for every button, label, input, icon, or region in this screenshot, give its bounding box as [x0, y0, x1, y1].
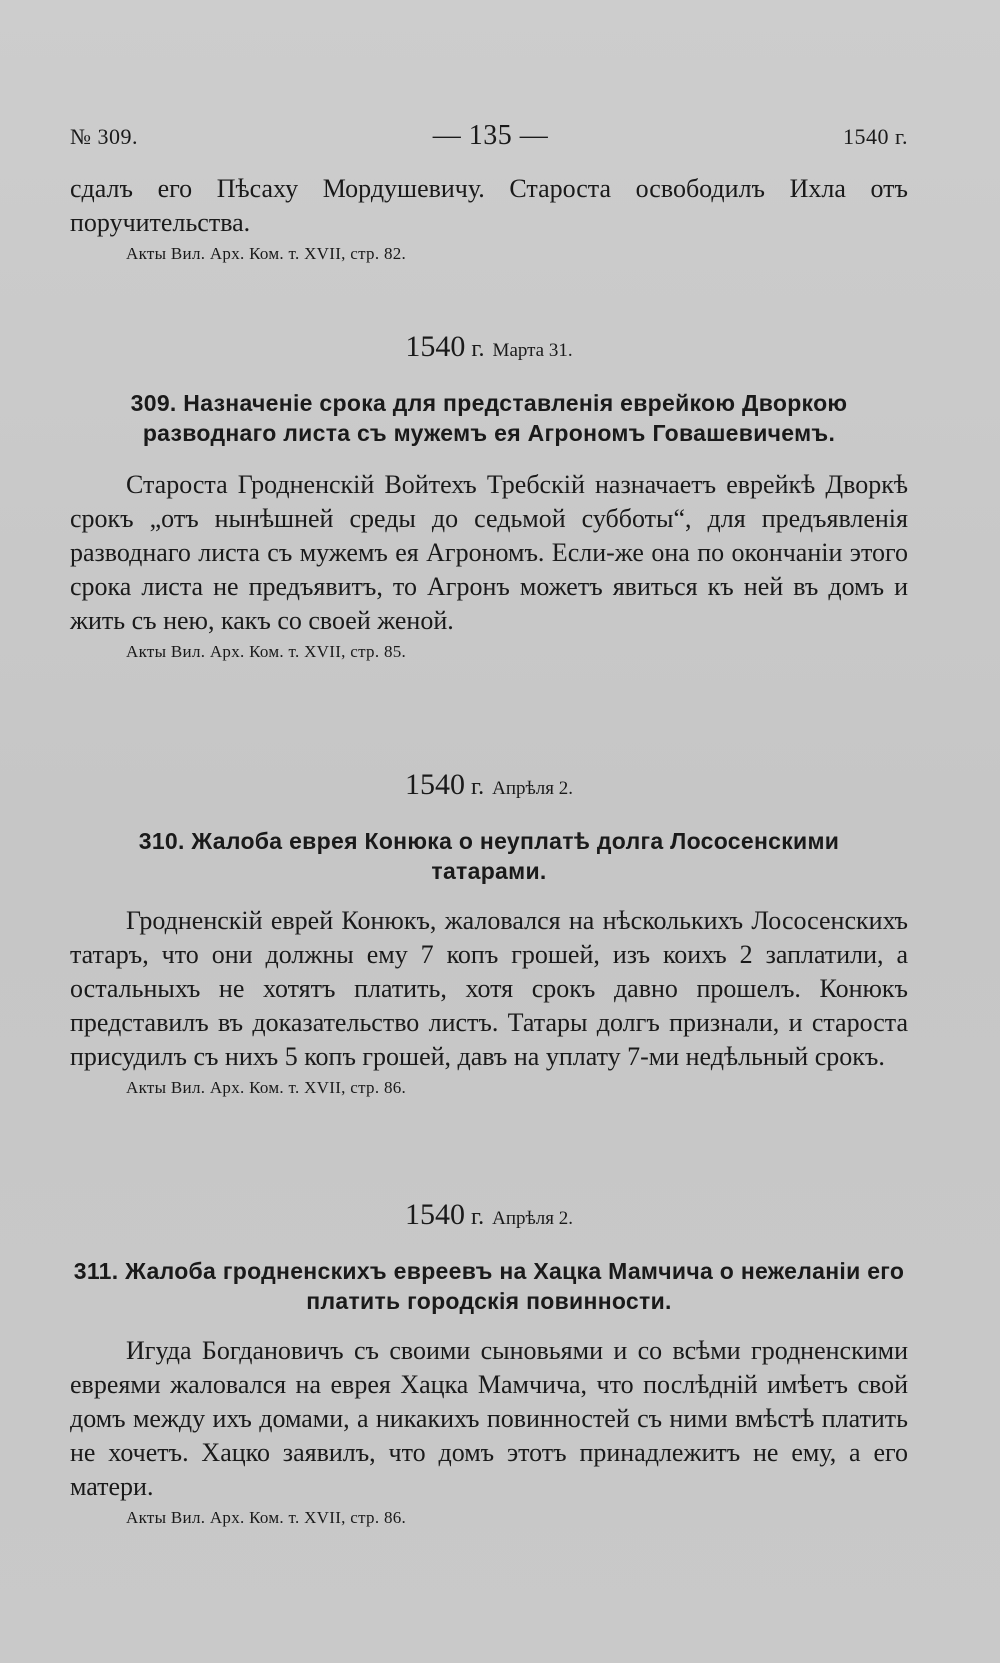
entry-body: Гродненскій еврей Конюкъ, жаловался на нѣсколькихъ Лососенскихъ татаръ, что они должны ему 7 копъ грошей, изъ коихъ 2 заплатили, а остальныхъ не хотятъ платить, хотя срокъ давно прошелъ. Конюкъ представилъ въ доказательство листъ. Татары долгъ признали, и староста присудилъ съ нихъ 5 копъ грошей, давъ на уплату 7-ми недѣльный срокъ. [70, 906, 908, 1071]
date-g: г. [470, 1204, 485, 1230]
page-header [70, 120, 908, 152]
entry-date [70, 330, 908, 364]
entry-311 [70, 1198, 908, 1528]
date-day: Апрѣля 2. [492, 778, 574, 799]
entry-source: Акты Вил. Арх. Ком. т. XVII, стр. 85. [126, 642, 407, 661]
page-number: — 135 — [432, 120, 549, 151]
entry-309 [70, 330, 908, 662]
entry-body: Староста Гродненскій Войтехъ Требскій назначаетъ еврейкѣ Дворкѣ срокъ „отъ нынѣшней среды до седьмой субботы“, для предъявленія разводнаго листа съ мужемъ ея Агрономъ. Если-же она по окончаніи этого срока листа не предъявитъ, то Агронъ можетъ явиться къ ней въ домъ и жить съ нею, какъ со своей женой. [70, 470, 908, 635]
date-year: 1540 [404, 1198, 465, 1231]
date-year: 1540 [405, 330, 466, 363]
date-day: Марта 31. [492, 340, 573, 361]
date-day: Апрѣля 2. [492, 1208, 574, 1229]
intro-source: Акты Вил. Арх. Ком. т. XVII, стр. 82. [126, 244, 407, 263]
intro-text: сдалъ его Пѣсаху Мордушевичу. Староста освободилъ Ихла отъ поручительства. [70, 174, 908, 237]
date-year: 1540 [404, 768, 465, 801]
date-g: г. [470, 774, 485, 800]
entry-body: Игуда Богдановичъ съ своими сыновьями и со всѣми гродненскими евреями жаловался на еврея Хацка Мамчича, что послѣдній имѣетъ свой домъ между ихъ домами, а никакихъ повинностей съ ними вмѣстѣ платить не хочетъ. Хацко заявилъ, что домъ этотъ принадлежитъ не ему, а его матери. [70, 1336, 908, 1501]
entry-date [70, 768, 908, 802]
document-number: № 309. [70, 124, 138, 149]
entry-title: 309. Назначеніе срока для представленія еврейкою Дворкою разводнаго листа съ мужемъ ея Агрономъ Говашевичемъ. [130, 390, 848, 446]
entry-date [70, 1198, 908, 1232]
date-g: г. [471, 336, 485, 362]
entry-source: Акты Вил. Арх. Ком. т. XVII, стр. 86. [126, 1078, 407, 1097]
entry-title: 311. Жалоба гродненскихъ евреевъ на Хацка Мамчича о нежеланіи его платить городскія повинности. [73, 1258, 905, 1314]
intro-block [70, 172, 908, 264]
entry-source: Акты Вил. Арх. Ком. т. XVII, стр. 86. [126, 1508, 407, 1527]
entry-310 [70, 768, 908, 1098]
entry-title: 310. Жалоба еврея Конюка о неуплатѣ долга Лососенскими татарами. [138, 828, 840, 884]
header-year: 1540 г. [842, 124, 908, 149]
